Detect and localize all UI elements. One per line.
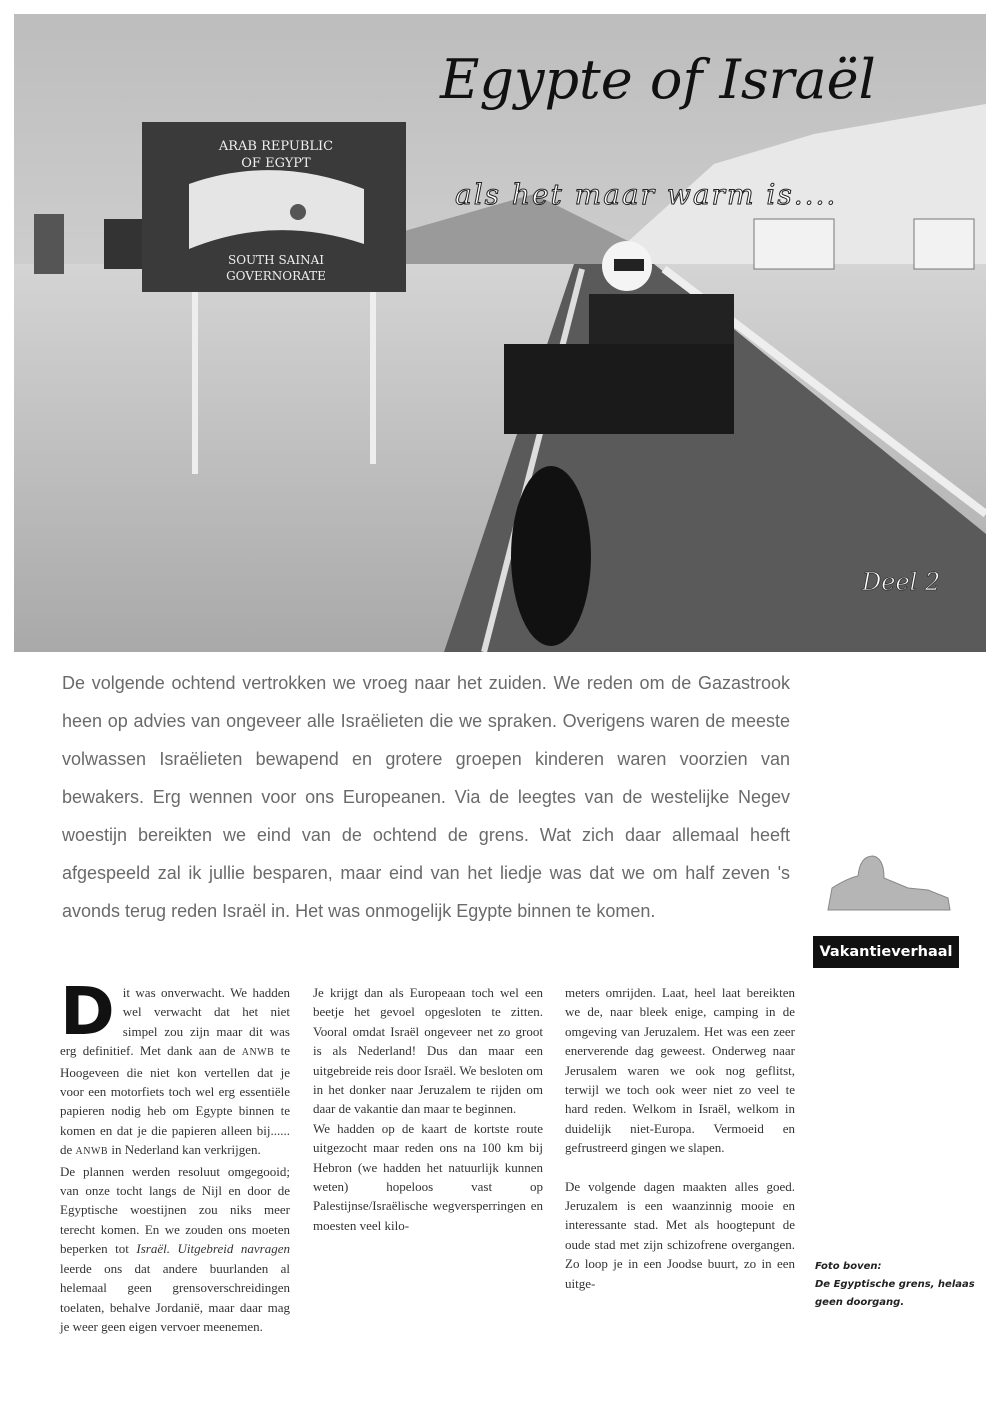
text: Israël. Uitgebreid navragen — [136, 1241, 290, 1257]
caption-text: De Egyptische grens, helaas geen doorgang. — [815, 1279, 975, 1308]
abbr: ANWB — [241, 1047, 275, 1059]
sign-text-top-line-1: ARAB REPUBLIC — [218, 139, 334, 154]
photo-caption — [815, 1258, 980, 1312]
sign-text-top-line-2: OF EGYPT — [241, 156, 311, 171]
lead-paragraph: De volgende ochtend vertrokken we vroeg naar het zuiden. We reden om de Gazastrook heen op advies van ongeveer alle Israëlieten die we spraken. Overigens waren de meeste volwassen Israëlieten bewapend en grotere groepen kinderen waren voorzien van bewakers. Erg wennen voor ons Europeanen. Via de leegtes van de westelijke Negev woestijn bereikten we eind van de ochtend de grens. Wat zich daar allemaal heeft afgespeeld zal ik jullie besparen, maar eind van het liedje was dat we om half zeven 's avonds terug reden Israël in. Het was onmogelijk Egypte binnen te komen. — [62, 673, 790, 921]
sign-text-bottom-line-2: GOVERNORATE — [226, 269, 326, 283]
paragraph: De volgende dagen maakten alles goed. Jeruzalem is een waanzinnig mooie en interessante stad. Met als hoogtepunt de oude stad met zijn schizofrene overgangen. Zo loop je in een Joodse buurt, zo in een uitge- — [565, 1178, 795, 1291]
text: it was onverwacht. We hadden wel verwacht dat het niet simpel zou zijn maar dit was erg definitief. Met dank aan de — [60, 985, 290, 1059]
column-2 — [313, 983, 543, 1235]
paragraph: Je krijgt dan als Europeaan toch wel een beetje het gevoel opgesloten te zitten. Vooral omdat Israël ongeveer net zo groot is als Nederland! Dus dan maar een uitgebreide reis door Israël. We besloten om in het donker naar Jeruzalem te rijden om daar de vakantie dan maar te beginnen. — [313, 985, 543, 1117]
article-subtitle: als het maar warm is.... — [455, 178, 838, 211]
article-title: Egypte of Israël — [440, 48, 876, 111]
drop-cap: D — [60, 973, 115, 1050]
paragraph: We hadden op de kaart de kortste route uitgezocht maar reden ons na 100 km bij Hebron (we hadden het natuurlijk kunnen weten) hopeloos vast op Palestijnse/Israëlische wegversperringen en moesten veel kilo- — [313, 1120, 543, 1233]
column-1 — [60, 973, 291, 1336]
paragraph: meters omrijden. Laat, heel laat bereikten we de, naar bleek enige, camping in de omgeving van Jeruzalem. Het was een zeer enerverende dag geweest. Onderweg naar Jerusalem waren we ook nog geflitst, terwijl we toch ook weer niet zo veel te hard reden. Welkom in Israël, welkom in duidelijk niet-Europa. Vermoeid en gefrustreerd gingen we slapen. — [565, 985, 795, 1156]
text: leerde ons dat andere buurlanden al helemaal geen grensoverschreidingen toelaten, behalve Jordanië, maar daar mag je weer geen eigen vervoer meenemen. — [60, 1260, 290, 1334]
sphinx-icon — [818, 848, 958, 918]
text: De plannen werden resoluut omgegooid; van onze tocht langs de Nijl en door de Egyptische woestijnen zou niks meer terecht komen. En we zouden ons moeten beperken tot — [60, 1163, 290, 1257]
part-label: Deel 2 — [862, 568, 941, 596]
text: in Nederland kan verkrijgen. — [108, 1142, 261, 1158]
column-3 — [565, 983, 795, 1293]
section-badge: Vakantieverhaal — [813, 936, 959, 968]
text: te Hoogeveen die niet kon vertellen dat je voor een motorfiets toch wel erg essentiële papieren nodig heb om Egypte binnen te komen en dat je die papieren alleen bij...... de — [60, 1043, 291, 1158]
caption-title: Foto boven: — [815, 1261, 882, 1272]
sign-text-bottom-line-1: SOUTH SAINAI — [228, 253, 324, 267]
abbr: ANWB — [75, 1146, 109, 1158]
